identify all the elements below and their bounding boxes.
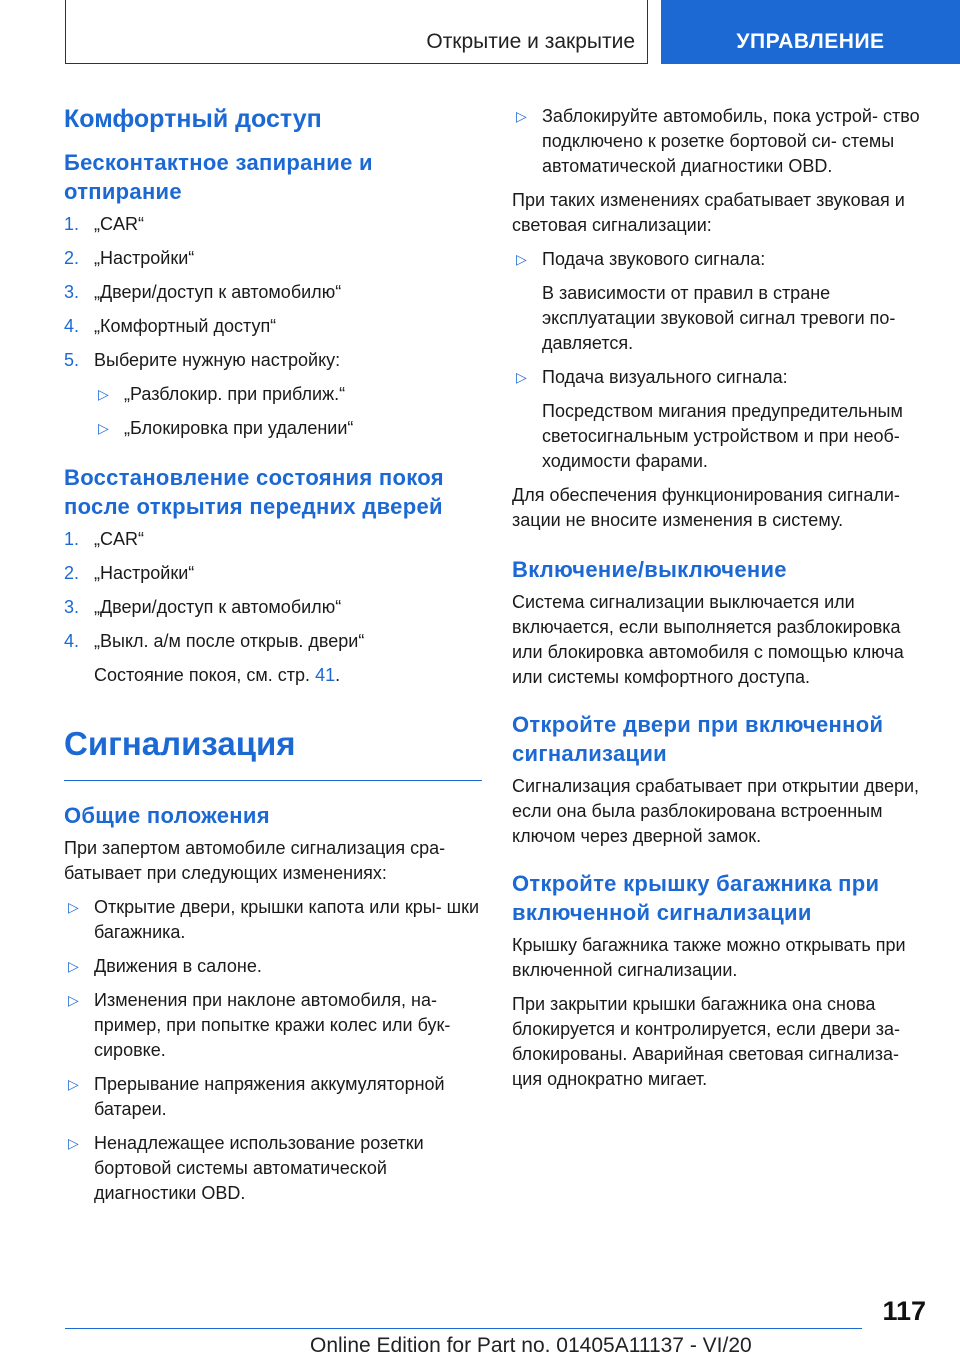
trunk-paragraph-1: Крышку багажника также можно открывать при включенной сигнализации. — [512, 935, 906, 980]
heading-comfort-access: Комфортный доступ — [64, 105, 322, 133]
steps-list-restore — [64, 527, 482, 654]
sound-description: В зависимости от правил в стране эксплуатации звуковой сигнал тревоги по- давляется. — [542, 283, 896, 353]
triangle-bullet-icon: ▷ — [68, 992, 79, 1008]
list-item: 1. „CAR“ — [64, 214, 144, 234]
page-link[interactable]: 41 — [315, 665, 336, 685]
heading-open-trunk: Откройте крышку багажника при включенной сигнализации — [512, 871, 880, 925]
heading-restore-rest: Восстановление состояния покоя после открытия передних дверей — [64, 465, 444, 519]
list-item: ▷ Открытие двери, крышки капота или кры- шки багажника. — [68, 897, 480, 942]
obd-warning-list — [512, 104, 932, 179]
list-item: ▷ Прерывание напряжения аккумуляторной батареи. — [68, 1074, 445, 1119]
list-item: 4. „Выкл. а/м после открыв. двери“ — [64, 631, 365, 651]
changes-paragraph: При таких изменениях срабатывает звуковая и световая сигнализации: — [512, 190, 905, 235]
list-item: ▷ „Разблокир. при приближ.“ — [94, 382, 482, 407]
heading-on-off: Включение/выключение — [512, 557, 787, 582]
triangle-bullet-icon: ▷ — [68, 958, 79, 974]
list-item: 3. „Двери/доступ к автомобилю“ — [64, 282, 342, 302]
right-column — [512, 104, 932, 1101]
header-tab-label: УПРАВЛЕНИЕ — [736, 30, 885, 53]
general-paragraph: При запертом автомобиле сигнализация сра- батывает при следующих изменениях: — [64, 838, 446, 883]
footer-divider — [65, 1328, 862, 1329]
visual-description: Посредством мигания предупредительным светосигнальным устройством и при необ- ходимости фарами. — [542, 401, 903, 471]
onoff-paragraph: Система сигнализации выключается или включается, если выполняется разблокировка или блокировка автомобиля с помощью ключа или системы комфортного доступа. — [512, 592, 904, 687]
list-item: ▷ Подача звукового сигнала: — [512, 247, 932, 272]
rest-reference: Состояние покоя, см. стр. 41. — [94, 665, 341, 685]
triangle-bullet-icon: ▷ — [68, 1135, 79, 1151]
sub-options-list — [94, 382, 482, 441]
heading-open-doors: Откройте двери при включенной сигнализации — [512, 712, 884, 766]
list-item: ▷ Подача визуального сигнала: — [512, 365, 932, 390]
header-title: Открытие и закрытие — [426, 30, 635, 53]
triangle-bullet-icon: ▷ — [98, 386, 109, 402]
triangle-bullet-icon: ▷ — [516, 251, 527, 267]
list-item: ▷ Ненадлежащее использование розетки бортовой системы автоматической диагностики OBD. — [68, 1133, 424, 1203]
sound-signal-list — [512, 247, 932, 272]
list-item: ▷ Движения в салоне. — [64, 954, 482, 979]
left-column — [64, 96, 482, 1215]
steps-list-keyless — [64, 212, 482, 373]
list-item: 2. „Настройки“ — [64, 563, 195, 583]
triangle-bullet-icon: ▷ — [516, 108, 527, 124]
header-box — [65, 0, 648, 64]
list-item: 1. „CAR“ — [64, 529, 144, 549]
heading-general: Общие положения — [64, 803, 270, 828]
triangle-bullet-icon: ▷ — [98, 420, 109, 436]
page-number: 117 — [882, 1296, 926, 1326]
trunk-paragraph-2: При закрытии крышки багажника она снова блокируется и контролируется, если двери за- блокированы. Аварийная световая сигнализа- ция однократно мигает. — [512, 994, 901, 1089]
chapter-title-alarm: Сигнализация — [64, 724, 482, 781]
doors-paragraph: Сигнализация срабатывает при открытии двери, если она была разблокирована встроенным ключом через дверной замок. — [512, 776, 920, 846]
list-item: 4. „Комфортный доступ“ — [64, 316, 277, 336]
alarm-triggers-list — [64, 895, 482, 1206]
nochange-paragraph: Для обеспечения функционирования сигнали- зации не вносите изменения в систему. — [512, 485, 900, 530]
triangle-bullet-icon: ▷ — [68, 899, 79, 915]
footer-edition: Online Edition for Part no. 01405A11137 - VI/20 — [310, 1334, 752, 1357]
list-item: ▷ „Блокировка при удалении“ — [94, 416, 482, 441]
list-item: 2. „Настройки“ — [64, 248, 195, 268]
triangle-bullet-icon: ▷ — [68, 1076, 79, 1092]
header-tab-management[interactable] — [661, 0, 960, 64]
visual-signal-list — [512, 365, 932, 390]
list-item: 5. Выберите нужную настройку: — [64, 350, 341, 370]
heading-keyless: Бесконтактное запирание и отпирание — [64, 150, 373, 204]
list-item: ▷ Заблокируйте автомобиль, пока устрой- ство подключено к розетке бортовой си- стемы автоматической диагностики OBD. — [516, 106, 920, 176]
triangle-bullet-icon: ▷ — [516, 369, 527, 385]
list-item: ▷ Изменения при наклоне автомобиля, на- пример, при попытке кражи колес или бук- сировке. — [68, 990, 451, 1060]
list-item: 3. „Двери/доступ к автомобилю“ — [64, 597, 342, 617]
